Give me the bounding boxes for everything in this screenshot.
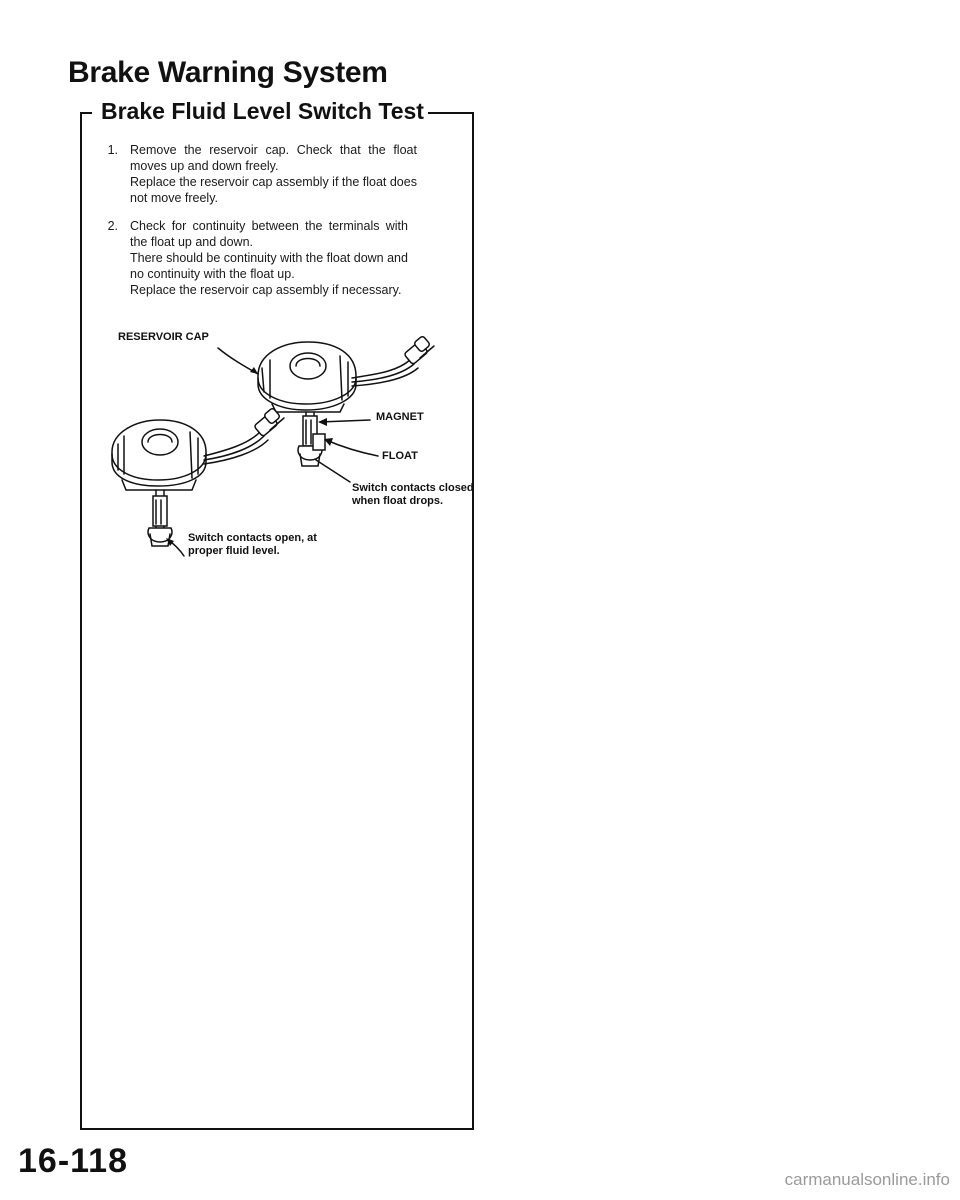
step-1 [90, 142, 462, 206]
watermark: carmanualsonline.info [784, 1170, 950, 1189]
page-title: Brake Warning System [68, 56, 388, 89]
switch-open-line: Switch contacts open, at [188, 532, 317, 544]
step-line: moves up and down freely. [130, 159, 279, 173]
step-number: 1. [107, 143, 118, 157]
step-number: 2. [107, 219, 118, 233]
open-note-arrowhead [166, 538, 174, 546]
magnet-label: MAGNET [376, 411, 424, 423]
page-number: 16-118 [18, 1142, 128, 1180]
float-label: FLOAT [382, 450, 418, 462]
steps-list [90, 142, 462, 310]
switch-closed-note [352, 482, 474, 508]
upper-reservoir-cap [258, 336, 434, 466]
step-body [130, 218, 408, 298]
section-title: Brake Fluid Level Switch Test [97, 98, 428, 125]
switch-open-line: proper fluid level. [188, 545, 280, 557]
step-line: not move freely. [130, 191, 219, 205]
step-line: the float up and down. [130, 235, 254, 249]
step-2 [90, 218, 462, 298]
step-line: no continuity with the float up. [130, 267, 295, 281]
step-line: Replace the reservoir cap assembly if the float does [130, 175, 417, 189]
switch-closed-line: Switch contacts closed [352, 482, 474, 494]
closed-note-leader [316, 460, 350, 482]
switch-closed-line: when float drops. [352, 495, 444, 507]
step-line: There should be continuity with the float down and [130, 251, 408, 265]
section-box-top-left-rule [80, 112, 92, 114]
float-leader [326, 440, 378, 456]
switch-open-note [188, 532, 317, 558]
magnet-leader [320, 420, 370, 422]
step-line: Replace the reservoir cap assembly if necessary. [130, 283, 402, 297]
step-line: Remove the reservoir cap. Check that the float [130, 143, 417, 157]
reservoir-cap-figure [100, 320, 474, 580]
step-body [130, 142, 417, 206]
magnet-arrowhead [318, 418, 327, 426]
reservoir-cap-label: RESERVOIR CAP [118, 331, 209, 343]
step-line: Check for continuity between the terminals with [130, 219, 408, 233]
lower-reservoir-cap [112, 408, 284, 546]
